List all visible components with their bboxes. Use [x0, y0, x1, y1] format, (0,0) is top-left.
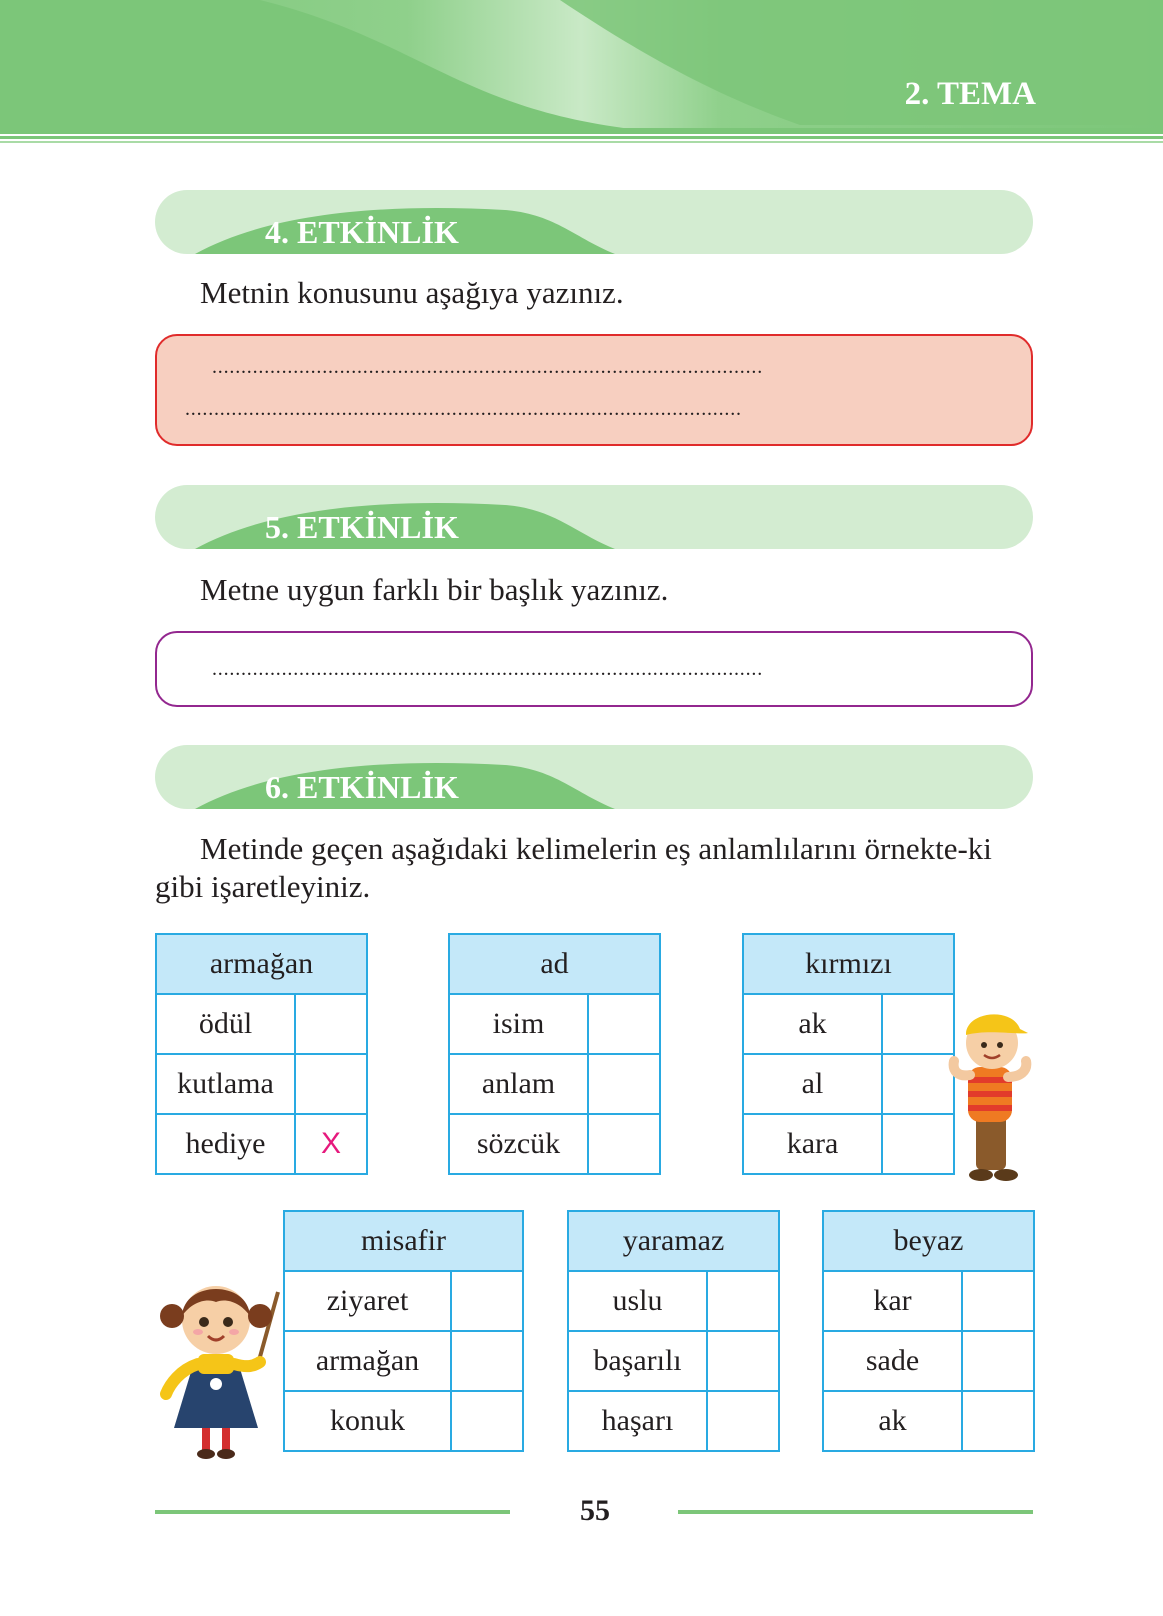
- table-2-word-2: anlam: [449, 1054, 588, 1114]
- table-2-check-3[interactable]: [588, 1114, 660, 1174]
- activity-6-instruction: Metinde geçen aşağıdaki kelimelerin eş anlamlılarını örnekte-ki gibi işaretleyiniz.: [155, 831, 992, 904]
- table-1-head: armağan: [156, 934, 367, 994]
- activity-6-ribbon: [155, 745, 1033, 809]
- table-5-word-2: başarılı: [568, 1331, 707, 1391]
- table-5-check-1[interactable]: [707, 1271, 779, 1331]
- table-1-word-1: ödül: [156, 994, 295, 1054]
- table-3-word-3: kara: [743, 1114, 882, 1174]
- table-4-check-1[interactable]: [451, 1271, 523, 1331]
- table-4-head: misafir: [284, 1211, 523, 1271]
- table-6-word-2: sade: [823, 1331, 962, 1391]
- table-1-check-1[interactable]: [295, 994, 367, 1054]
- table-4-check-2[interactable]: [451, 1331, 523, 1391]
- activity-5-ribbon: [155, 485, 1033, 549]
- table-2-word-1: isim: [449, 994, 588, 1054]
- answer-line-1[interactable]: ...............................................................................................: [212, 356, 763, 378]
- activity-5-instruction: Metne uygun farklı bir başlık yazınız.: [200, 572, 669, 607]
- table-5-word-3: haşarı: [568, 1391, 707, 1451]
- activity-5-title: 5. ETKİNLİK: [265, 509, 459, 545]
- table-4-word-3: konuk: [284, 1391, 451, 1451]
- table-2-check-2[interactable]: [588, 1054, 660, 1114]
- girl-cartoon-illustration: [150, 1272, 285, 1467]
- synonym-table-6: [822, 1210, 1035, 1452]
- footer-line-left: [155, 1510, 510, 1514]
- boy-cartoon-illustration: [948, 1005, 1038, 1190]
- table-3-check-3[interactable]: [882, 1114, 954, 1174]
- topic-answer-box[interactable]: [155, 334, 1033, 446]
- table-6-check-1[interactable]: [962, 1271, 1034, 1331]
- synonym-table-1: [155, 933, 368, 1175]
- synonym-table-2: [448, 933, 661, 1175]
- activity-6-title: 6. ETKİNLİK: [265, 769, 459, 805]
- table-3-check-1[interactable]: [882, 994, 954, 1054]
- table-2-head: ad: [449, 934, 660, 994]
- activity-4-instruction: Metnin konusunu aşağıya yazınız.: [200, 275, 624, 310]
- activity-4-ribbon: [155, 190, 1033, 254]
- table-1-check-3[interactable]: X: [295, 1114, 367, 1174]
- table-1-word-3: hediye: [156, 1114, 295, 1174]
- table-2-check-1[interactable]: [588, 994, 660, 1054]
- header-wave-graphic: [0, 0, 1163, 150]
- theme-label: 2. TEMA: [904, 76, 1036, 112]
- table-5-word-1: uslu: [568, 1271, 707, 1331]
- page-number: 55: [580, 1494, 610, 1527]
- table-6-word-3: ak: [823, 1391, 962, 1451]
- synonym-table-5: [567, 1210, 780, 1452]
- table-5-check-3[interactable]: [707, 1391, 779, 1451]
- table-6-word-1: kar: [823, 1271, 962, 1331]
- table-6-check-2[interactable]: [962, 1331, 1034, 1391]
- table-6-head: beyaz: [823, 1211, 1034, 1271]
- synonym-table-4: [283, 1210, 524, 1452]
- activity-4-title: 4. ETKİNLİK: [265, 214, 459, 250]
- page-header: [0, 0, 1163, 150]
- table-1-word-2: kutlama: [156, 1054, 295, 1114]
- table-4-check-3[interactable]: [451, 1391, 523, 1451]
- table-1-check-2[interactable]: [295, 1054, 367, 1114]
- table-4-word-2: armağan: [284, 1331, 451, 1391]
- table-4-word-1: ziyaret: [284, 1271, 451, 1331]
- answer-line-3[interactable]: ...............................................................................................: [212, 658, 763, 680]
- table-5-check-2[interactable]: [707, 1331, 779, 1391]
- footer-line-right: [678, 1510, 1033, 1514]
- table-3-word-2: al: [743, 1054, 882, 1114]
- table-2-word-3: sözcük: [449, 1114, 588, 1174]
- table-3-head: kırmızı: [743, 934, 954, 994]
- table-3-word-1: ak: [743, 994, 882, 1054]
- table-5-head: yaramaz: [568, 1211, 779, 1271]
- table-3-check-2[interactable]: [882, 1054, 954, 1114]
- synonym-table-3: [742, 933, 955, 1175]
- answer-line-2[interactable]: ................................................................................................: [185, 398, 742, 420]
- table-6-check-3[interactable]: [962, 1391, 1034, 1451]
